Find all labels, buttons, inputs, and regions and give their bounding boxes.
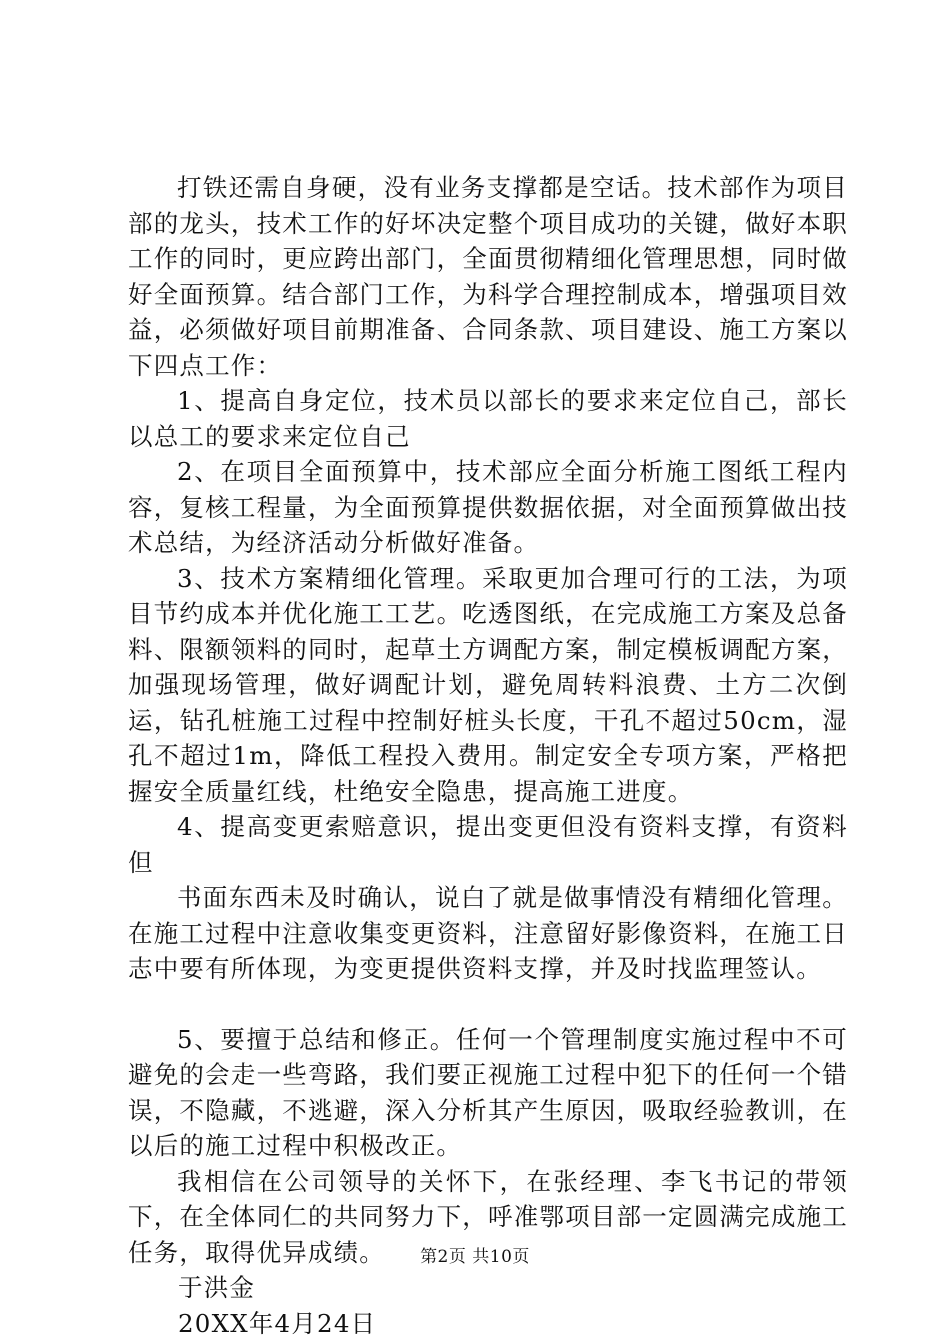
paragraph-intro: 打铁还需自身硬，没有业务支撑都是空话。技术部作为项目部的龙头，技术工作的好坏决定整个项目成功的关键，做好本职工作的同时，更应跨出部门，全面贯彻精细化管理思想，同时做好全面预算。结合部门工作，为科学合理控制成本，增强项目效益，必须做好项目前期准备、合同条款、项目建设、施工方案以下四点工作： bbox=[128, 173, 848, 380]
paragraph-closing: 我相信在公司领导的关怀下，在张经理、李飞书记的带领下，在全体同仁的共同努力下，呼准鄂项目部一定圆满完成施工任务，取得优异成绩。 bbox=[128, 1166, 848, 1267]
signature-name: 于洪金 bbox=[178, 1273, 256, 1302]
paragraph-point-4: 4、提高变更索赔意识，提出变更但没有资料支撑，有资料但 bbox=[128, 812, 848, 877]
paragraph-point-2: 2、在项目全面预算中，技术部应全面分析施工图纸工程内容，复核工程量，为全面预算提供数据依据，对全面预算做出技术总结，为经济活动分析做好准备。 bbox=[128, 457, 848, 557]
paragraph-point-1: 1、提高自身定位，技术员以部长的要求来定位自己，部长以总工的要求来定位自己 bbox=[128, 386, 848, 451]
signature-date: 20XX年4月24日 bbox=[178, 1308, 377, 1338]
paragraph-point-4-continued: 书面东西未及时确认，说白了就是做事情没有精细化管理。在施工过程中注意收集变更资料，注意留好影像资料，在施工日志中要有所体现，为变更提供资料支撑，并及时找监理签认。 bbox=[128, 883, 848, 983]
document-body bbox=[128, 170, 848, 1341]
paragraph-point-5: 5、要擅于总结和修正。任何一个管理制度实施过程中不可避免的会走一些弯路，我们要正视施工过程中犯下的任何一个错误，不隐藏，不逃避，深入分析其产生原因，吸取经验教训，在以后的施工过程中积极改正。 bbox=[128, 1024, 848, 1160]
paragraph-point-3: 3、技术方案精细化管理。采取更加合理可行的工法，为项目节约成本并优化施工工艺。吃透图纸，在完成施工方案及总备料、限额领料的同时，起草土方调配方案，制定模板调配方案，加强现场管理，做好调配计划，避免周转料浪费、土方二次倒运，钻孔桩施工过程中控制好桩头长度，干孔不超过50cm，湿孔不超过1m，降低工程投入费用。制定安全专项方案，严格把握安全质量红线，杜绝安全隐患，提高施工进度。 bbox=[128, 563, 848, 806]
paragraph-spacer bbox=[128, 987, 848, 1022]
page-number-footer: 第2页 共10页 bbox=[420, 1247, 530, 1267]
